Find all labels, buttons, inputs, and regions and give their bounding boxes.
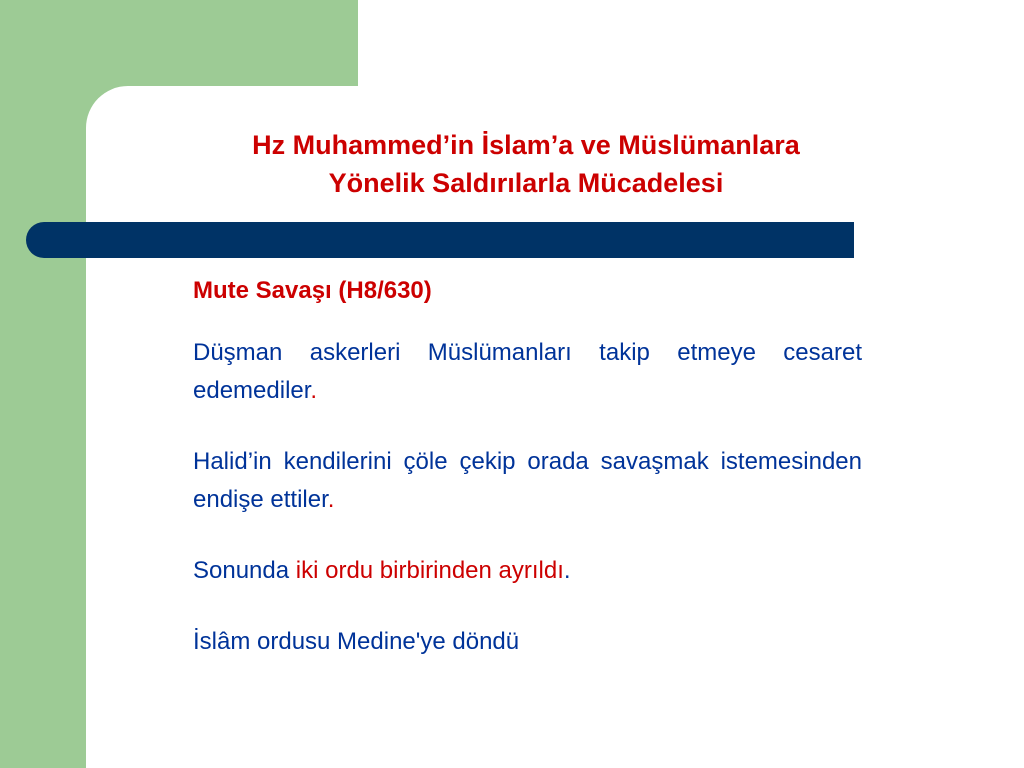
slide-title xyxy=(86,126,966,202)
paragraph-4-text: İslâm ordusu Medine'ye döndü xyxy=(193,628,520,655)
paragraph-3 xyxy=(193,552,862,590)
paragraph-3-suffix: . xyxy=(563,557,571,584)
paragraph-2-text: Halid’in kendilerini çöle çekip orada savaşmak istemesinden endişe ettiler xyxy=(193,448,862,513)
paragraph-1-period: . xyxy=(310,377,318,404)
paragraph-4 xyxy=(193,623,862,661)
paragraph-1-text: Düşman askerleri Müslümanları takip etmeye cesaret edemediler xyxy=(193,339,862,404)
title-divider-bar xyxy=(26,222,854,258)
paragraph-2-period: . xyxy=(327,486,335,513)
paragraph-3-highlight: iki ordu birbirinden ayrıldı xyxy=(295,557,564,584)
paragraph-3-prefix: Sonunda xyxy=(193,557,296,584)
paragraph-2 xyxy=(193,443,862,519)
section-heading: Mute Savaşı (H8/630) xyxy=(193,277,432,304)
slide-title-line-1: Hz Muhammed’in İslam’a ve Müslümanlara xyxy=(252,130,800,160)
slide-body xyxy=(193,272,862,694)
paragraph-1 xyxy=(193,334,862,410)
slide-title-line-2: Yönelik Saldırılarla Mücadelesi xyxy=(328,168,724,198)
